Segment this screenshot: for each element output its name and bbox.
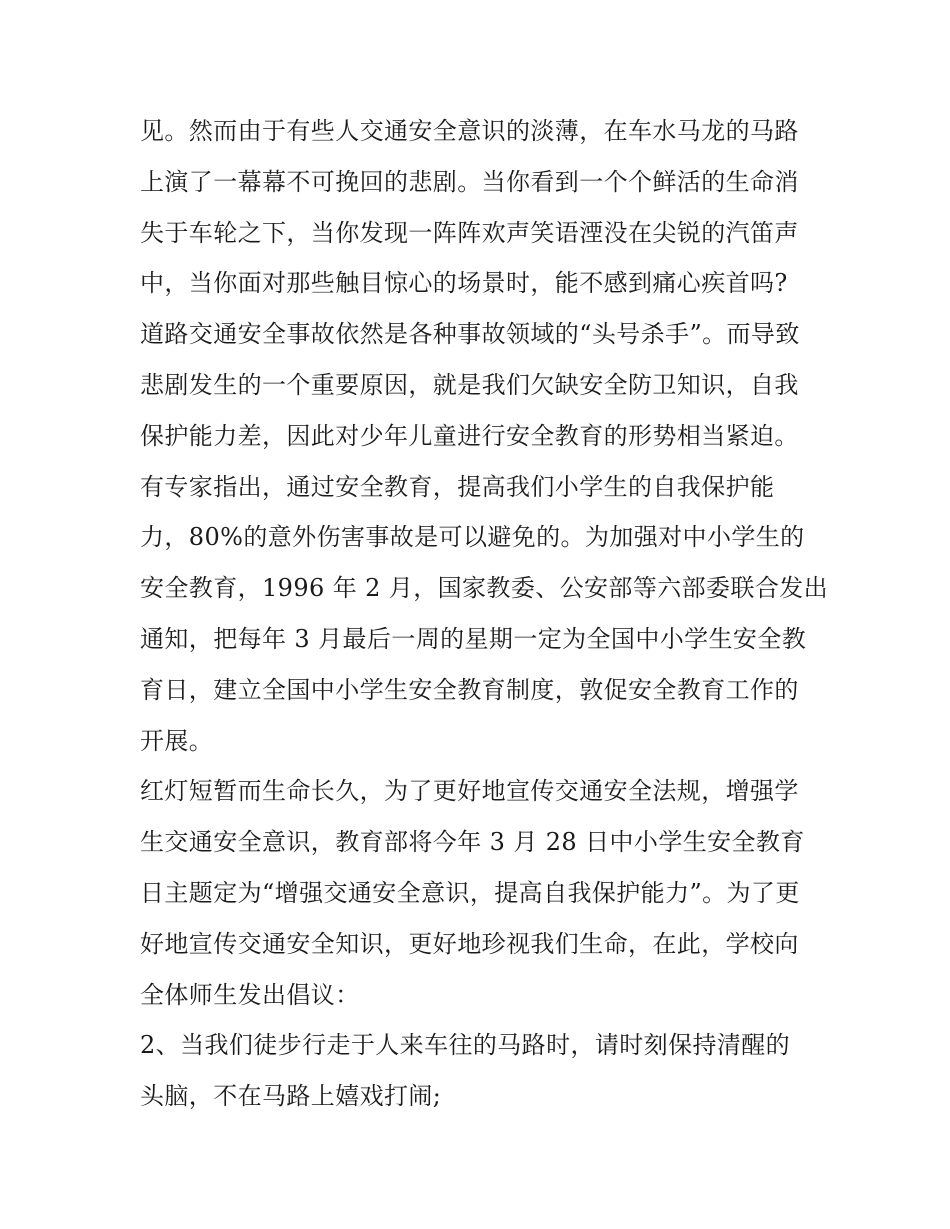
- text-line: 生交通安全意识，教育部将今年 3 月 28 日中小学生安全教育: [140, 828, 805, 857]
- document-body: [140, 106, 829, 1122]
- text-line: 中，当你面对那些触目惊心的场景时，能不感到痛心疾首吗?: [140, 269, 788, 298]
- text-line: 安全教育，1996 年 2 月，国家教委、公安部等六部委联合发出: [140, 574, 829, 603]
- text-line: 失于车轮之下，当你发现一阵阵欢声笑语湮没在尖锐的汽笛声: [140, 218, 799, 247]
- text-line: 通知，把每年 3 月最后一周的星期一定为全国中小学生安全教: [140, 624, 807, 653]
- text-line: 红灯短暂而生命长久，为了更好地宣传交通安全法规，增强学: [140, 777, 799, 806]
- text-line: 日主题定为“增强交通安全意识，提高自我保护能力”。为了更: [140, 878, 800, 907]
- text-line: 力，80%的意外伤害事故是可以避免的。为加强对中小学生的: [140, 523, 805, 552]
- text-line: 见。然而由于有些人交通安全意识的淡薄，在车水马龙的马路: [140, 117, 799, 145]
- text-line: 道路交通安全事故依然是各种事故领域的“头号杀手”。而导致: [140, 320, 800, 349]
- text-line: 开展。: [140, 726, 214, 755]
- text-line: 全体师生发出倡议：: [140, 980, 360, 1009]
- text-line: 好地宣传交通安全知识，更好地珍视我们生命，在此，学校向: [140, 929, 799, 958]
- text-line: 有专家指出，通过安全教育，提高我们小学生的自我保护能: [140, 472, 775, 501]
- text-line: 2、当我们徒步行走于人来车往的马路时，请时刻保持清醒的: [140, 1031, 791, 1060]
- text-line: 悲剧发生的一个重要原因，就是我们欠缺安全防卫知识，自我: [140, 370, 799, 399]
- text-line: 头脑，不在马路上嬉戏打闹;: [140, 1082, 442, 1111]
- text-line: 育日，建立全国中小学生安全教育制度，敦促安全教育工作的: [140, 675, 799, 704]
- text-line: 保护能力差，因此对少年儿童进行安全教育的形势相当紧迫。: [140, 421, 799, 450]
- text-line: 上演了一幕幕不可挽回的悲剧。当你看到一个个鲜活的生命消: [140, 167, 799, 196]
